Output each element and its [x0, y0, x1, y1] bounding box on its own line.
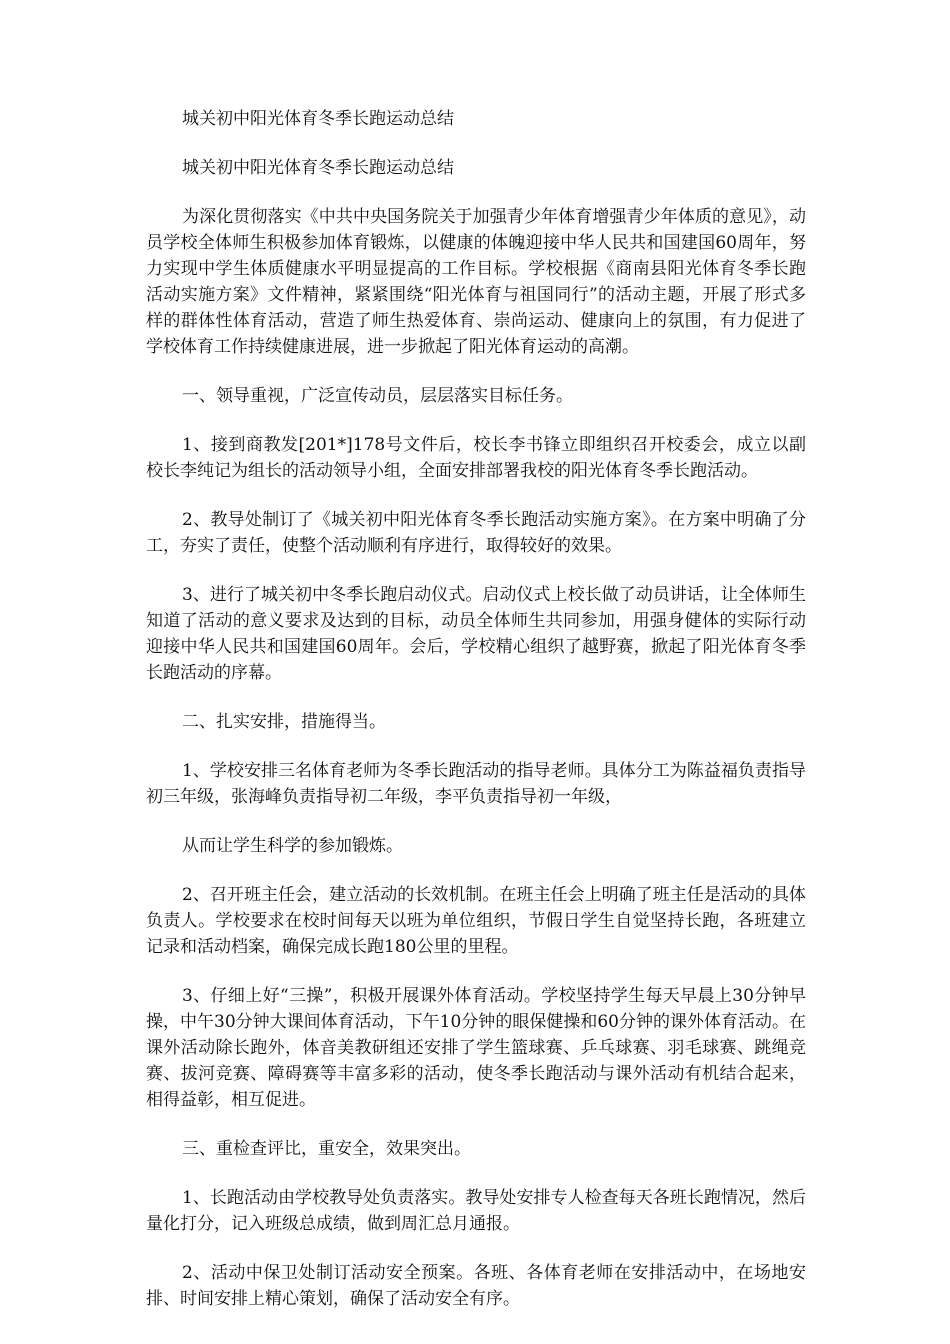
section-1-item-2: 2、教导处制订了《城关初中阳光体育冬季长跑活动实施方案》。在方案中明确了分工，夯实了责任，使整个活动顺利有序进行，取得较好的效果。	[146, 510, 806, 556]
section-2-item-1-continued: 从而让学生科学的参加锻炼。	[182, 836, 403, 856]
section-2-item-3: 3、仔细上好“三操”，积极开展课外体育活动。学校坚持学生每天早晨上30分钟早操，中午30分钟大课间体育活动，下午10分钟的眼保健操和60分钟的课外体育活动。在课外活动除长跑外，体音美教研组还安排了学生篮球赛、乒乓球赛、羽毛球赛、跳绳竞赛、拔河竞赛、障碍赛等丰富多彩的活动，使冬季长跑活动与课外活动有机结合起来，相得益彰，相互促进。	[146, 986, 806, 1110]
section-2-item-2: 2、召开班主任会，建立活动的长效机制。在班主任会上明确了班主任是活动的具体负责人。学校要求在校时间每天以班为单位组织，节假日学生自觉坚持长跑，各班建立记录和活动档案，确保完成长跑180公里的里程。	[146, 885, 806, 957]
section-3-item-1: 1、长跑活动由学校教导处负责落实。教导处安排专人检查每天各班长跑情况，然后量化打分，记入班级总成绩，做到周汇总月通报。	[146, 1188, 806, 1234]
intro-paragraph: 为深化贯彻落实《中共中央国务院关于加强青少年体育增强青少年体质的意见》，动员学校全体师生积极参加体育锻炼，以健康的体魄迎接中华人民共和国建国60周年，努力实现中学生体质健康水平明显提高的工作目标。学校根据《商南县阳光体育冬季长跑活动实施方案》文件精神，紧紧围绕“阳光体育与祖国同行”的活动主题，开展了形式多样的群体性体育活动，营造了师生热爱体育、崇尚运动、健康向上的氛围，有力促进了学校体育工作持续健康进展，进一步掀起了阳光体育运动的高潮。	[146, 207, 806, 357]
section-heading-2: 二、扎实安排，措施得当。	[182, 712, 386, 732]
section-heading-3: 三、重检查评比，重安全，效果突出。	[182, 1139, 471, 1159]
section-1-item-3: 3、进行了城关初中冬季长跑启动仪式。启动仪式上校长做了动员讲话，让全体师生知道了活动的意义要求及达到的目标，动员全体师生共同参加，用强身健体的实际行动迎接中华人民共和国建国60周年。会后，学校精心组织了越野赛，掀起了阳光体育冬季长跑活动的序幕。	[146, 585, 806, 683]
section-2-item-1: 1、学校安排三名体育老师为冬季长跑活动的指导老师。具体分工为陈益福负责指导初三年级，张海峰负责指导初二年级，李平负责指导初一年级，	[146, 761, 806, 807]
section-1-item-1: 1、接到商教发[201*]178号文件后，校长李书锋立即组织召开校委会，成立以副校长李纯记为组长的活动领导小组，全面安排部署我校的阳光体育冬季长跑活动。	[146, 435, 806, 481]
section-heading-1: 一、领导重视，广泛宣传动员，层层落实目标任务。	[182, 386, 573, 406]
section-3-item-2: 2、活动中保卫处制订活动安全预案。各班、各体育老师在安排活动中，在场地安排、时间安排上精心策划，确保了活动安全有序。	[146, 1263, 806, 1309]
document-body	[146, 106, 806, 1335]
document-subtitle: 城关初中阳光体育冬季长跑运动总结	[182, 158, 454, 178]
document-title: 城关初中阳光体育冬季长跑运动总结	[182, 109, 454, 129]
